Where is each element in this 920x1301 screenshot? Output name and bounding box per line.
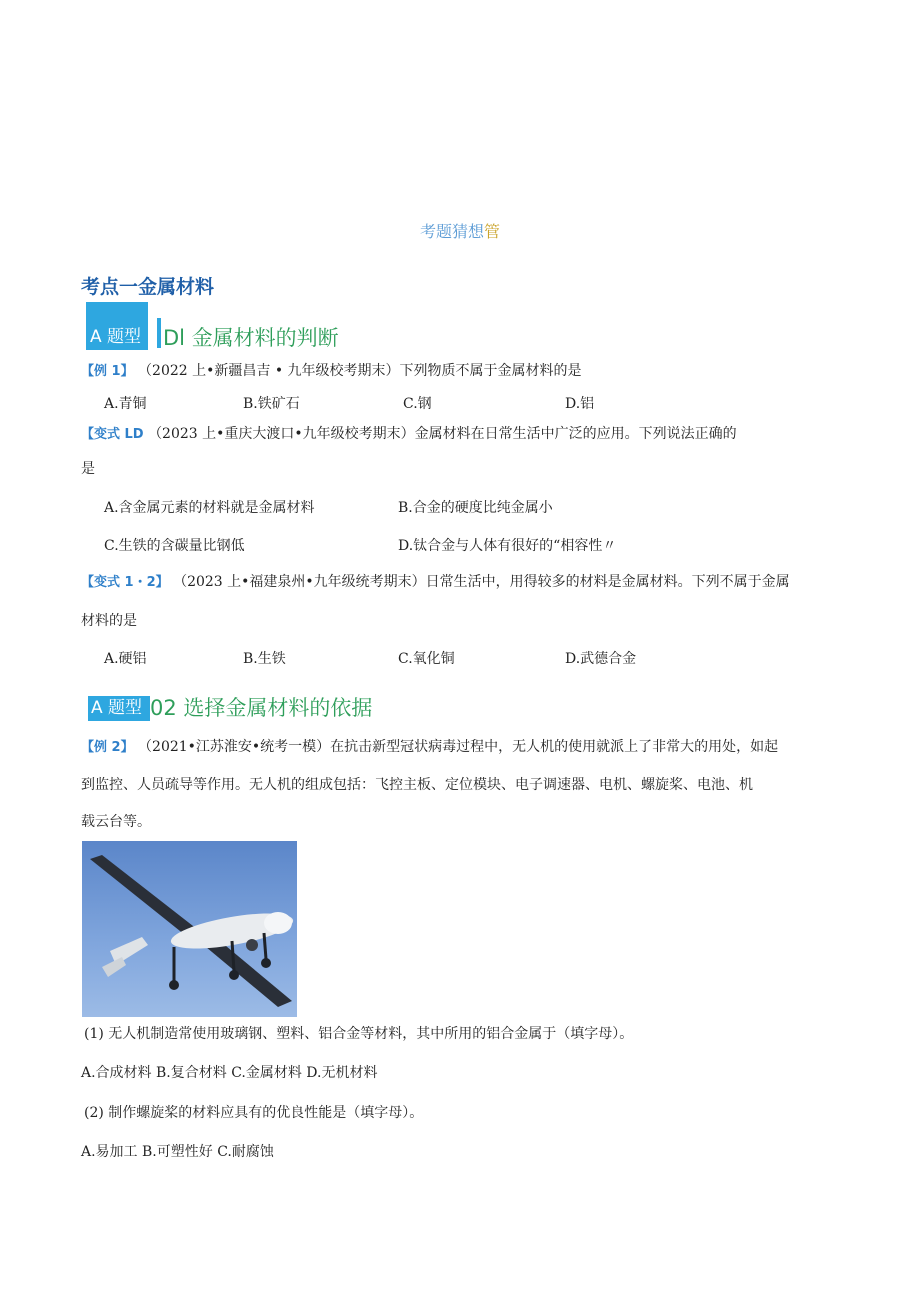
question-text-cont: 到监控、人员疏导等作用。无人机的组成包括：飞控主板、定位模块、电子调速器、电机、螺旋桨、电池、机: [81, 777, 753, 793]
question-type-title: 02 选择金属材料的依据: [150, 696, 373, 720]
option: C.钢: [403, 396, 432, 412]
option: B.生铁: [243, 651, 286, 667]
page-title: 考题猜想管: [419, 222, 501, 241]
question-text: （2023 上•福建泉州•九年级统考期末）日常生活中，用得较多的材料是金属材料。下列不属于金属: [173, 574, 790, 590]
sub-question-2: (2) 制作螺旋桨的材料应具有的优良性能是（填字母）。: [84, 1105, 424, 1121]
option: C.氧化铜: [398, 651, 455, 667]
question-text: （2022 上•新疆昌吉 • 九年级校考期末）下列物质不属于金属材料的是: [138, 363, 582, 379]
option: C.生铁的含碳量比钢低: [104, 538, 245, 554]
sub-question-1-options: A.合成材料 B.复合材料 C.金属材料 D.无机材料: [81, 1065, 378, 1081]
variant-tag: 【变式 1・2】: [81, 575, 169, 590]
example-tag: 【例 1】: [81, 364, 134, 379]
drone-photo: [82, 841, 297, 1017]
question-text-cont: 是: [81, 461, 95, 477]
variant-tag: 【变式 LD: [81, 427, 144, 442]
question-type-badge: A 题型: [86, 302, 148, 350]
section-title: 考点一金属材料: [81, 276, 215, 298]
question-type-badge: A 题型: [88, 696, 150, 721]
sub-question-2-options: A.易加工 B.可塑性好 C.耐腐蚀: [81, 1144, 274, 1160]
sub-question-1: (1) 无人机制造常使用玻璃钢、塑料、铝合金等材料，其中所用的铝合金属于（填字母）。: [84, 1026, 634, 1042]
question-text-cont: 载云台等。: [81, 814, 151, 830]
option: D.武德合金: [565, 651, 637, 667]
option: B.合金的硬度比纯金属小: [398, 500, 553, 516]
example-1: [81, 360, 582, 380]
example-2: [81, 736, 778, 756]
variant-2: [81, 571, 790, 591]
question-type-title: Dl 金属材料的判断: [163, 326, 339, 350]
example-tag: 【例 2】: [81, 740, 134, 755]
option: B.铁矿石: [243, 396, 300, 412]
question-text-cont: 材料的是: [81, 613, 137, 629]
question-text: （2021•江苏淮安•统考一模）在抗击新型冠状病毒过程中，无人机的使用就派上了非常大的用处，如起: [138, 739, 779, 755]
option: D.钛合金与人体有很好的“相容性〃: [398, 538, 617, 554]
question-text: （2023 上•重庆大渡口•九年级校考期末）金属材料在日常生活中广泛的应用。下列说法正确的: [148, 426, 737, 442]
option: D.铝: [565, 396, 595, 412]
question-type-bar: [157, 318, 161, 348]
variant-1: [81, 423, 737, 443]
option: A.硬铝: [104, 651, 147, 667]
option: A.青铜: [104, 396, 147, 412]
option: A.含金属元素的材料就是金属材料: [104, 500, 315, 516]
drone-icon: [82, 841, 297, 1017]
